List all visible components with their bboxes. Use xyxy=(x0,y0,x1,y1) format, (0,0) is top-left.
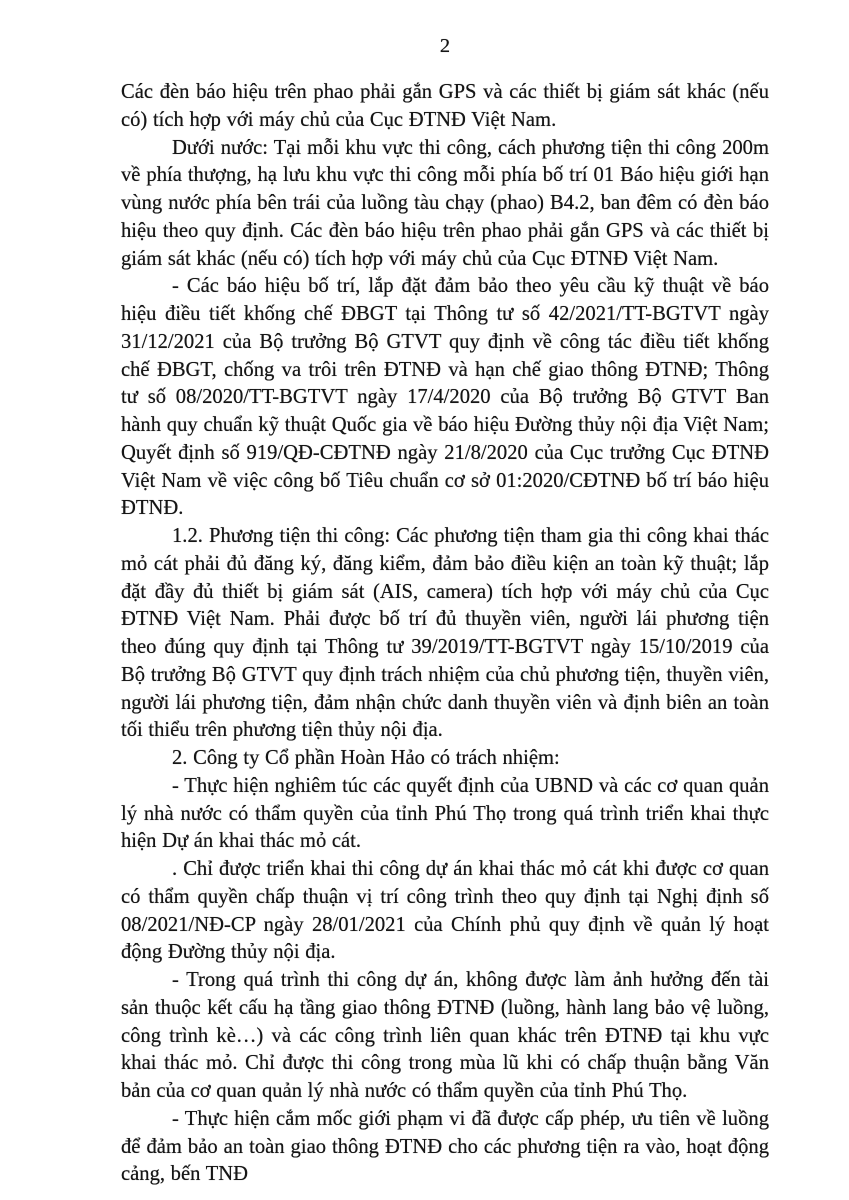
document-body xyxy=(121,79,769,1189)
paragraph: Dưới nước: Tại mỗi khu vực thi công, cách phương tiện thi công 200m về phía thượng, hạ lưu khu vực thi công mỗi phía bố trí 01 Báo hiệu giới hạn vùng nước phía bên trái của luồng tàu chạy (phao) B4.2, ban đêm có đèn báo hiệu theo quy định. Các đèn báo hiệu trên phao phải gắn GPS và các thiết bị giám sát khác (nếu có) tích hợp với máy chủ của Cục ĐTNĐ Việt Nam. xyxy=(121,136,769,270)
paragraph-section-heading: 2. Công ty Cổ phần Hoàn Hảo có trách nhiệm: xyxy=(172,747,560,769)
paragraph: - Trong quá trình thi công dự án, không được làm ảnh hưởng đến tài sản thuộc kết cấu hạ tầng giao thông ĐTNĐ (luồng, hành lang bảo vệ luồng, công trình kè…) và các công trình liên quan khác trên ĐTNĐ tại khu vực khai thác mỏ. Chỉ được thi công trong mùa lũ khi có chấp thuận bằng Văn bản của cơ quan quản lý nhà nước có thẩm quyền của tỉnh Phú Thọ. xyxy=(121,969,769,1102)
paragraph: - Thực hiện nghiêm túc các quyết định của UBND và các cơ quan quản lý nhà nước có thẩm quyền của tỉnh Phú Thọ trong quá trình triển khai thực hiện Dự án khai thác mỏ cát. xyxy=(121,774,769,853)
paragraph-continuation: Các đèn báo hiệu trên phao phải gắn GPS và các thiết bị giám sát khác (nếu có) tích hợp với máy chủ của Cục ĐTNĐ Việt Nam. xyxy=(121,81,769,131)
paragraph: - Thực hiện cắm mốc giới phạm vi đã được cấp phép, ưu tiên về luồng để đảm bảo an toàn giao thông ĐTNĐ cho các phương tiện ra vào, hoạt động cảng, bến TNĐ xyxy=(121,1107,769,1186)
paragraph: . Chỉ được triển khai thi công dự án khai thác mỏ cát khi được cơ quan có thẩm quyền chấp thuận vị trí công trình theo quy định tại Nghị định số 08/2021/NĐ-CP ngày 28/01/2021 của Chính phủ quy định về quản lý hoạt động Đường thủy nội địa. xyxy=(121,858,769,964)
paragraph: - Các báo hiệu bố trí, lắp đặt đảm bảo theo yêu cầu kỹ thuật về báo hiệu điều tiết khống chế ĐBGT tại Thông tư số 42/2021/TT-BGTVT ngày 31/12/2021 của Bộ trưởng Bộ GTVT quy định về công tác điều tiết khống chế ĐBGT, chống va trôi trên ĐTNĐ và hạn chế giao thông ĐTNĐ; Thông tư số 08/2020/TT-BGTVT ngày 17/4/2020 của Bộ trưởng Bộ GTVT Ban hành quy chuẩn kỹ thuật Quốc gia về báo hiệu Đường thủy nội địa Việt Nam; Quyết định số 919/QĐ-CĐTNĐ ngày 21/8/2020 của Cục trưởng Cục ĐTNĐ Việt Nam về việc công bố Tiêu chuẩn cơ sở 01:2020/CĐTNĐ bố trí báo hiệu ĐTNĐ. xyxy=(121,275,769,520)
paragraph: 1.2. Phương tiện thi công: Các phương tiện tham gia thi công khai thác mỏ cát phải đủ đăng ký, đăng kiểm, đảm bảo điều kiện an toàn kỹ thuật; lắp đặt đầy đủ thiết bị giám sát (AIS, camera) tích hợp với máy chủ của Cục ĐTNĐ Việt Nam. Phải được bố trí đủ thuyền viên, người lái phương tiện theo đúng quy định tại Thông tư 39/2019/TT-BGTVT ngày 15/10/2019 của Bộ trưởng Bộ GTVT quy định trách nhiệm của chủ phương tiện, thuyền viên, người lái phương tiện, đảm nhận chức danh thuyền viên và định biên an toàn tối thiểu trên phương tiện thủy nội địa. xyxy=(121,525,769,742)
page-number: 2 xyxy=(439,35,451,57)
